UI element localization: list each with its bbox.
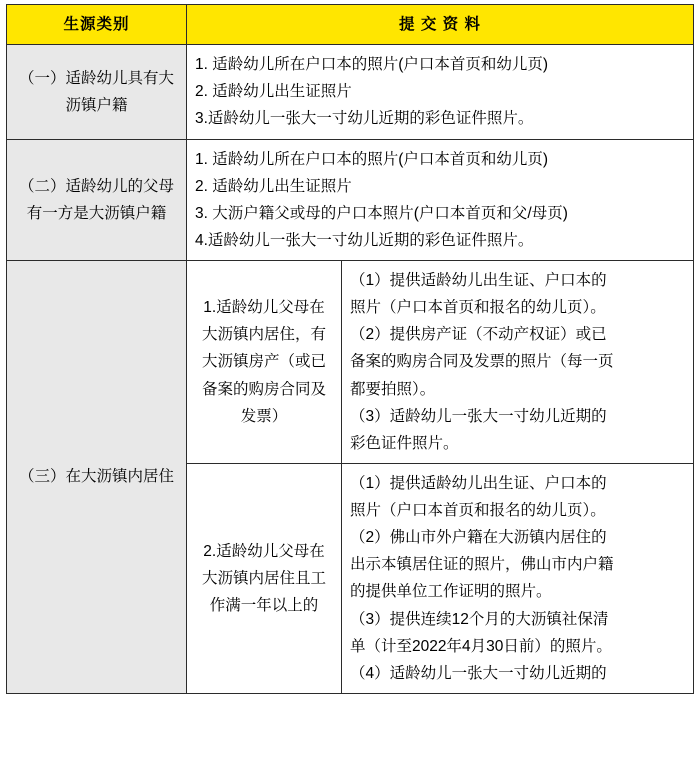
- material-item: 2. 适龄幼儿出生证照片: [195, 177, 352, 195]
- condition-line: 备案的购房合同及: [201, 380, 326, 398]
- category-cell-3: （三）在大沥镇内居住: [7, 261, 187, 694]
- materials-cell-2: [187, 139, 694, 261]
- table-head: [7, 5, 694, 45]
- detail-line: 备案的购房合同及发票的照片（每一页: [350, 353, 614, 371]
- detail-line: 照片（户口本首页和报名的幼儿页）。: [350, 299, 606, 317]
- condition-line: 1.适龄幼儿父母在: [203, 299, 325, 317]
- detail-line: （1）提供适龄幼儿出生证、户口本的: [350, 474, 607, 492]
- materials-cell-1: [187, 45, 694, 139]
- condition-cell-3-2: [187, 463, 342, 693]
- material-item: 1. 适龄幼儿所在户口本的照片(户口本首页和幼儿页): [195, 56, 549, 74]
- detail-line: （4）适龄幼儿一张大一寸幼儿近期的: [350, 664, 607, 682]
- detail-line: （3）提供连续12个月的大沥镇社保清: [350, 610, 609, 628]
- detail-cell-3-1: [342, 261, 694, 464]
- detail-line: （1）提供适龄幼儿出生证、户口本的: [350, 272, 607, 289]
- condition-line: 大沥镇内居住且工: [201, 569, 326, 587]
- condition-line: 2.适龄幼儿父母在: [203, 542, 325, 560]
- detail-line: 都要拍照）。: [350, 380, 436, 398]
- material-item: 1. 适龄幼儿所在户口本的照片(户口本首页和幼儿页): [195, 150, 549, 168]
- table-row: [7, 139, 694, 261]
- detail-line: 照片（户口本首页和报名的幼儿页）。: [350, 502, 606, 519]
- category-cell-1: （一）适龄幼儿具有大沥镇户籍: [7, 45, 187, 139]
- detail-line: 的提供单位工作证明的照片。: [350, 583, 552, 601]
- condition-line: 作满一年以上的: [209, 596, 319, 614]
- material-item: 3.适龄幼儿一张大一寸幼儿近期的彩色证件照片。: [195, 110, 534, 128]
- detail-line: （2）佛山市外户籍在大沥镇内居住的: [350, 529, 607, 547]
- header-materials: 提 交 资 料: [187, 5, 694, 45]
- header-category: 生源类别: [7, 5, 187, 45]
- condition-line: 大沥镇内居住，有: [201, 326, 326, 344]
- condition-cell-3-1: [187, 261, 342, 464]
- detail-line: 彩色证件照片。: [350, 434, 459, 452]
- category-cell-2: （二）适龄幼儿的父母有一方是大沥镇户籍: [7, 139, 187, 261]
- detail-line: （3）适龄幼儿一张大一寸幼儿近期的: [350, 407, 607, 425]
- table-row: [7, 45, 694, 139]
- material-item: 4.适龄幼儿一张大一寸幼儿近期的彩色证件照片。: [195, 231, 534, 249]
- detail-cell-3-2: [342, 463, 694, 693]
- detail-line: （2）提供房产证（不动产权证）或已: [350, 326, 607, 344]
- condition-line: 大沥镇房产（或已: [201, 353, 326, 371]
- material-item: 3. 大沥户籍父或母的户口本照片(户口本首页和父/母页): [195, 204, 568, 222]
- material-item: 2. 适龄幼儿出生证照片: [195, 83, 352, 101]
- detail-line: 出示本镇居住证的照片，佛山市内户籍: [350, 556, 614, 574]
- table-row: [7, 261, 694, 464]
- requirements-table: [6, 4, 694, 694]
- table-header-row: [7, 5, 694, 45]
- detail-line: 单（计至2022年4月30日前）的照片。: [350, 637, 612, 655]
- condition-line: 发票）: [240, 407, 288, 425]
- table-body: [7, 45, 694, 694]
